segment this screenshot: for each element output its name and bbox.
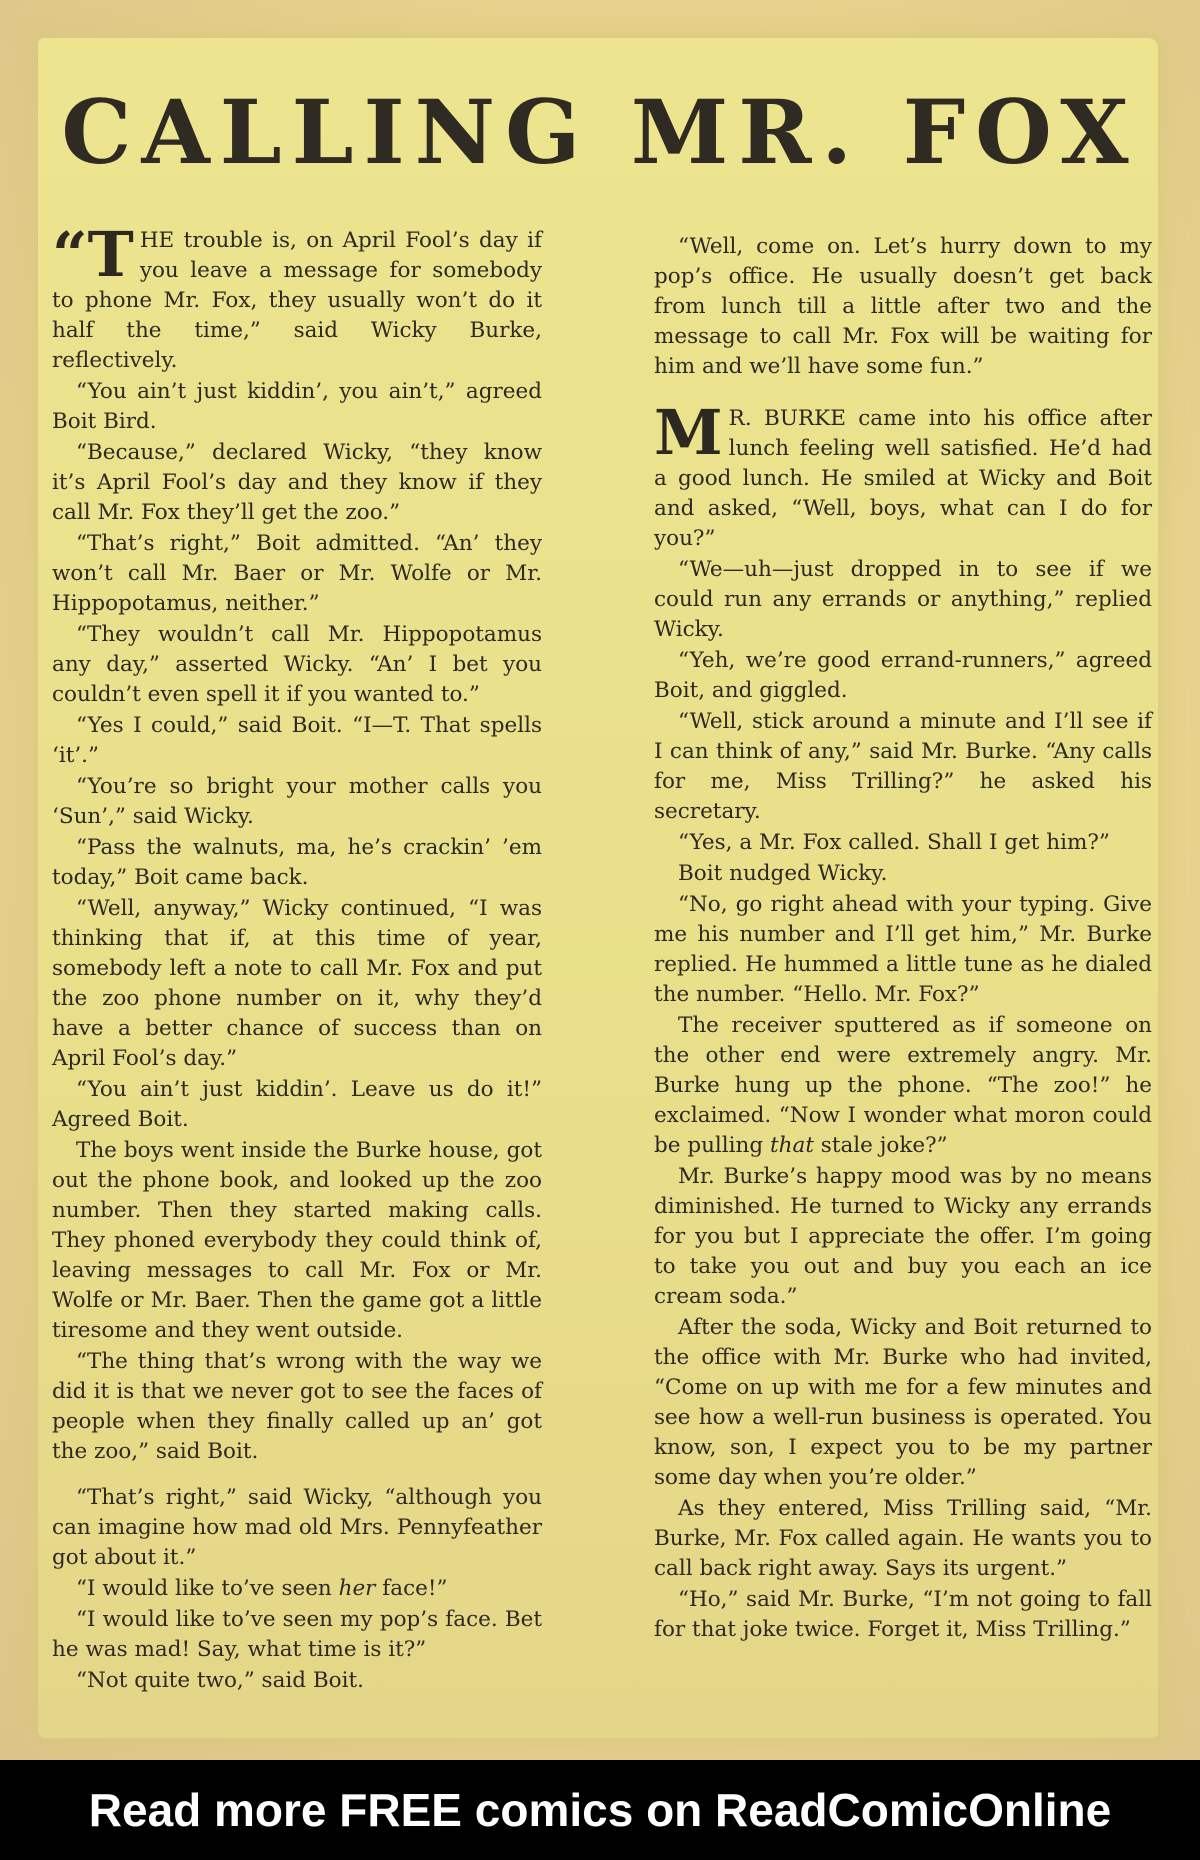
paragraph: “Well, anyway,” Wicky continued, “I was thinking that if, at this time of year, somebody left a note to call Mr. Fox and put the zoo phone number on it, why they’d have a better chance of success than on April Fool’s day.” xyxy=(52,896,542,1071)
paragraph: “Not quite two,” said Boit. xyxy=(76,1668,364,1693)
paragraph: “The thing that’s wrong with the way we did it is that we never got to see the faces of people when they finally called up an’ got the zoo,” said Boit. xyxy=(52,1349,542,1464)
left-column xyxy=(52,218,542,1697)
drop-cap xyxy=(52,218,140,291)
paragraph: “You’re so bright your mother calls you ‘Sun’,” said Wicky. xyxy=(52,774,542,829)
paragraph-text: stale joke?” xyxy=(813,1133,948,1158)
paragraph xyxy=(654,1011,1152,1161)
story-title: CALLING MR. FOX xyxy=(61,80,1139,184)
paragraph: “Well, stick around a minute and I’ll see if I can think of any,” said Mr. Burke. “Any calls for me, Miss Trilling?” he asked his secretary. xyxy=(654,709,1152,824)
paragraph: Mr. Burke’s happy mood was by no means diminished. He turned to Wicky any errands for you but I appreciate the offer. I’m going to take you out and buy you each an ice cream soda.” xyxy=(654,1164,1152,1309)
paragraph: “Yeh, we’re good errand-runners,” agreed Boit, and giggled. xyxy=(654,648,1152,703)
paragraph xyxy=(52,1574,542,1604)
paragraph: “You ain’t just kiddin’, you ain’t,” agreed Boit Bird. xyxy=(52,379,542,434)
emphasis-text: her xyxy=(338,1576,376,1601)
section-paragraph xyxy=(654,396,1152,554)
paragraph: “We—uh—just dropped in to see if we could run any errands or anything,” replied Wicky. xyxy=(654,557,1152,642)
paragraph: “No, go right ahead with your typing. Give me his number and I’ll get him,” Mr. Burke replied. He hummed a little tune as he dialed the number. “Hello. Mr. Fox?” xyxy=(654,892,1152,1007)
paragraph: “They wouldn’t call Mr. Hippopotamus any day,” asserted Wicky. “An’ I bet you couldn’t even spell it if you wanted to.” xyxy=(52,622,542,707)
paragraph xyxy=(52,218,542,376)
paragraph: “Because,” declared Wicky, “they know it’s April Fool’s day and they know if they call Mr. Fox they’ll get the zoo.” xyxy=(52,440,542,525)
paragraph: “That’s right,” said Wicky, “although you can imagine how mad old Mrs. Pennyfeather got about it.” xyxy=(52,1485,542,1570)
opening-quote-mark: “ xyxy=(52,218,88,291)
drop-cap-letter: T xyxy=(87,218,134,291)
paragraph: “Yes I could,” said Boit. “I—T. That spells ‘it’.” xyxy=(52,713,542,768)
paragraph: After the soda, Wicky and Boit returned to the office with Mr. Burke who had invited, “Come on up with me for a few minutes and see how a well-run business is operated. You know, son, I expect you to be my partner some day when you’re older.” xyxy=(654,1315,1152,1490)
paragraph: “You ain’t just kiddin’. Leave us do it!” Agreed Boit. xyxy=(52,1077,542,1132)
emphasis-text: that xyxy=(770,1133,814,1158)
paragraph: “Ho,” said Mr. Burke, “I’m not going to fall for that joke twice. Forget it, Miss Trilling.” xyxy=(654,1587,1152,1642)
promo-banner[interactable] xyxy=(0,1760,1200,1860)
paragraph: As they entered, Miss Trilling said, “Mr. Burke, Mr. Fox called again. He wants you to call back right away. Says its urgent.” xyxy=(654,1496,1152,1581)
paragraph-text: “I would like to’ve seen xyxy=(76,1576,339,1601)
paragraph: “Pass the walnuts, ma, he’s crackin’ ’em today,” Boit came back. xyxy=(52,835,542,890)
paragraph: “Well, come on. Let’s hurry down to my pop’s office. He usually doesn’t get back from lunch till a little after two and the message to call Mr. Fox will be waiting for him and we’ll have some fun.” xyxy=(654,234,1152,379)
drop-cap: M xyxy=(654,396,723,469)
paragraph-text: R. BURKE came into his office after lunch feeling well satisfied. He’d had a good lunch. He smiled at Wicky and Boit and asked, “Well, boys, what can I do for you?” xyxy=(654,406,1152,551)
paragraph-text: face!” xyxy=(375,1576,448,1601)
paragraph: “I would like to’ve seen my pop’s face. Bet he was mad! Say, what time is it?” xyxy=(52,1607,542,1662)
paragraph: The boys went inside the Burke house, got out the phone book, and looked up the zoo number. Then they started making calls. They phoned everybody they could think of, leaving messages to call Mr. Fox or Mr. Wolfe or Mr. Baer. Then the game got a little tiresome and they went outside. xyxy=(52,1138,542,1343)
promo-banner-text[interactable]: Read more FREE comics on ReadComicOnline xyxy=(88,1784,1112,1836)
paragraph-text: HE trouble is, on April Fool’s day if you leave a message for somebody to phone Mr. Fox, they usually won’t do it half the time,” said Wicky Burke, reflectively. xyxy=(52,228,542,373)
paragraph-text: The receiver sputtered as if someone on the other end were extremely angry. Mr. Burke hung up the phone. “The zoo!” he exclaimed. “Now I wonder what moron could be pulling xyxy=(654,1013,1152,1158)
paragraph: “Yes, a Mr. Fox called. Shall I get him?” xyxy=(678,830,1110,855)
paragraph: “That’s right,” Boit admitted. “An’ they won’t call Mr. Baer or Mr. Wolfe or Mr. Hippopotamus, neither.” xyxy=(52,531,542,616)
right-column xyxy=(654,232,1152,1646)
paragraph: Boit nudged Wicky. xyxy=(678,861,888,886)
